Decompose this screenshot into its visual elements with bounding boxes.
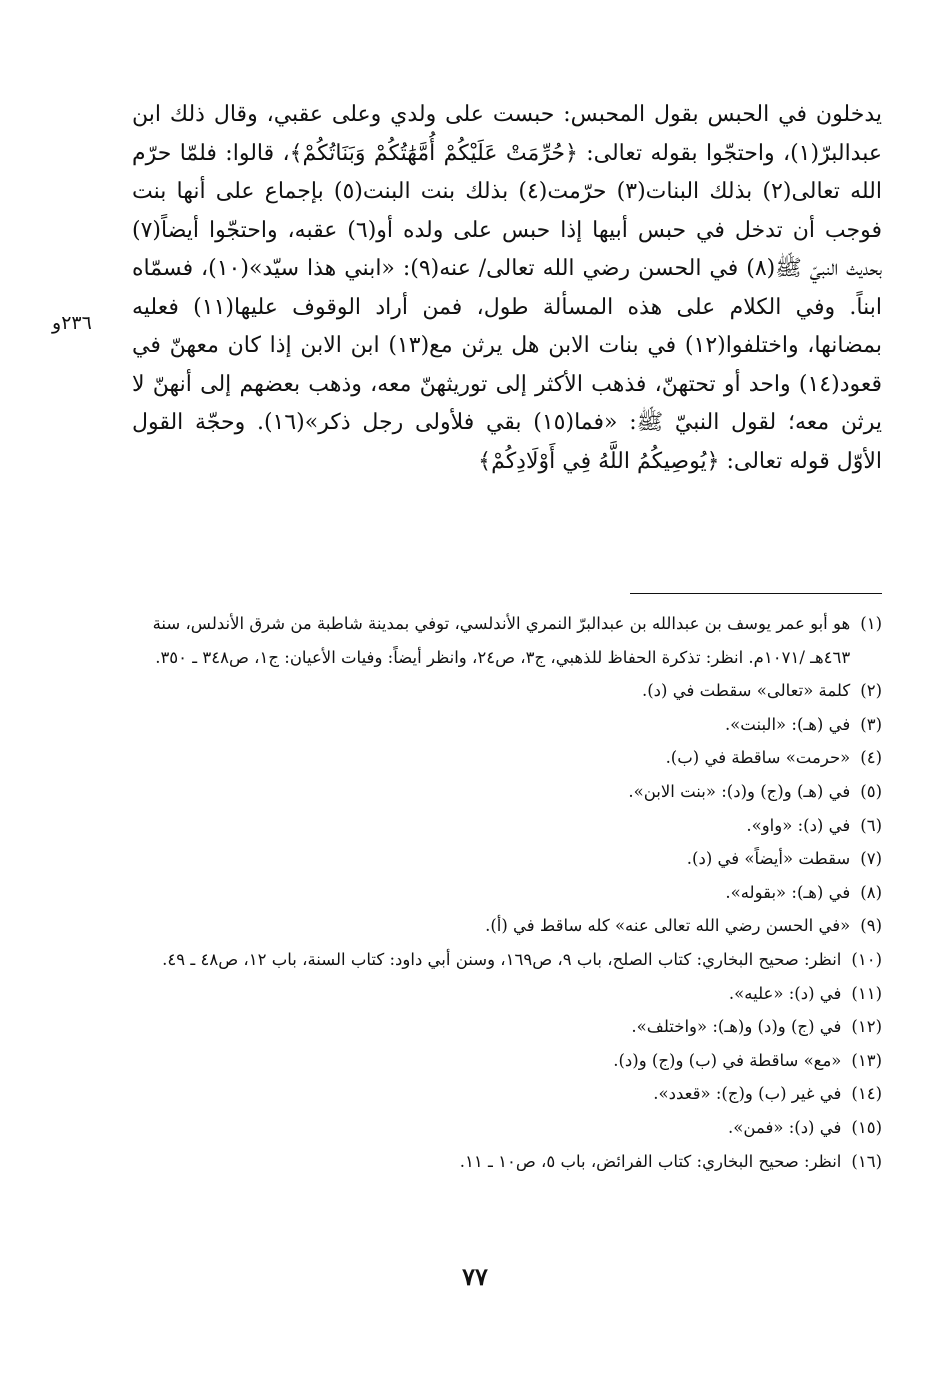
footnote-number: (٨): [860, 882, 882, 902]
footnote-item: [132, 809, 882, 843]
footnote-text: انظر: صحيح البخاري: كتاب الفرائض، باب ٥، ص١٠ ـ ١١.: [459, 1151, 842, 1171]
footnote-item: [132, 909, 882, 943]
footnote-item: [132, 943, 882, 977]
footnote-number: (١٠): [851, 949, 882, 969]
footnote-text: في (د): «فمن».: [728, 1117, 842, 1137]
footnote-item: [132, 674, 882, 708]
footnote-number: (١٦): [851, 1151, 882, 1171]
footnote-number: (١): [860, 614, 882, 633]
main-text-block: [132, 96, 882, 481]
footnote-item: [132, 775, 882, 809]
footnote-number: (١٣): [851, 1050, 882, 1070]
footnote-text: في (هـ): «بقوله».: [725, 882, 851, 902]
footnote-item: [132, 977, 882, 1011]
footnote-number: (١٥): [851, 1117, 882, 1137]
footnote-item: [132, 842, 882, 876]
footnote-number: (٥): [860, 781, 882, 801]
footnote-item: [132, 1010, 882, 1044]
footnote-text: «حرمت» ساقطة في (ب).: [665, 748, 851, 768]
footnote-text: انظر: صحيح البخاري: كتاب الصلح، باب ٩، ص١٦٩، وسنن أبي داود: كتاب السنة، باب ١٢، ص٤٨ ـ ٤٩.: [162, 949, 842, 969]
footnote-text: سقطت «أيضاً» في (د).: [686, 849, 851, 869]
footnote-separator: [630, 593, 882, 594]
footnote-item: [132, 876, 882, 910]
footnote-text: هو أبو عمر يوسف بن عبدالله بن عبدالبرّ النمري الأندلسي، توفي بمدينة شاطبة من شرق الأندلس، سنة ٤٦٣هـ /١٠٧١م. انظر: تذكرة الحفاظ للذهبي، ج٣، ص٢٤، وانظر أيضاً: وفيات الأعيان: ج١، ص٣٤٨ ـ ٣٥٠.: [152, 614, 851, 667]
footnote-text: «مع» ساقطة في (ب) و(ج) و(د).: [613, 1050, 842, 1070]
footnote-item: [132, 1111, 882, 1145]
footnote-text: في (د): «عليه».: [728, 983, 842, 1003]
page-number: ٧٧: [462, 1262, 488, 1291]
footnote-text: في (ج) و(د) و(هـ): «واختلف».: [631, 1017, 842, 1037]
footnote-number: (٣): [860, 714, 882, 734]
footnote-item: [132, 607, 882, 674]
footnote-item: [132, 741, 882, 775]
footnote-text: «في الحسن رضي الله تعالى عنه» كله ساقط في (أ).: [485, 916, 851, 936]
footnote-number: (٢): [860, 681, 882, 701]
footnote-text: في غير (ب) و(ج): «قعدد».: [653, 1084, 842, 1104]
footnote-text: في (هـ) و(ج) و(د): «بنت الابن».: [628, 781, 851, 801]
footnote-number: (٩): [860, 916, 882, 936]
footnote-item: [132, 1145, 882, 1179]
footnote-number: (١٤): [851, 1084, 882, 1104]
main-paragraph: يدخلون في الحبس بقول المحبس: حبست على ولدي وعلى عقبي، وقال ذلك ابن عبدالبرّ(١)، واحتجّوا بقوله تعالى: ﴿حُرِّمَتْ عَلَيْكُمْ أُمَّهَٰتُكُمْ وَبَنَاتُكُمْ﴾، قالوا: فلمّا حرّم الله تعالى(٢) بذلك البنات(٣) حرّمت(٤) بذلك بنت البنت(٥) بإجماع على أنها بنت فوجب أن تدخل في حبس أبيها إذا حبس على ولده أو(٦) عقبه، واحتجّوا أيضاً(٧) بحديث النبيّ ﷺ(٨) في الحسن رضي الله تعالى/ عنه(٩): «ابني هذا سيّد»(١٠)، فسمّاه ابناً. وفي الكلام على هذه المسألة طول، فمن أراد الوقوف عليها(١١) فعليه بمضانها، واختلفوا(١٢) في بنات الابن هل يرثن مع(١٣) ابن الابن إذا كان معهنّ في قعود(١٤) واحد أو تحتهنّ، فذهب الأكثر إلى توريثهنّ معه، وذهب بعضهم إلى أنهنّ لا يرثن معه؛ لقول النبيّ ﷺ: «فما(١٥) بقي فلأولى رجل ذكر»(١٦). وحجّة القول الأوّل قوله تعالى: ﴿يُوصِيكُمُ اللَّهُ فِي أَوْلَادِكُمْ﴾: [132, 102, 882, 474]
footnote-item: [132, 708, 882, 742]
footnote-text: كلمة «تعالى» سقطت في (د).: [642, 681, 851, 701]
footnote-item: [132, 1044, 882, 1078]
footnote-text: في (د): «واو».: [746, 815, 851, 835]
footnote-number: (١٢): [851, 1017, 882, 1037]
footnotes-list: [132, 607, 882, 1178]
footnote-number: (٦): [860, 815, 882, 835]
footnote-number: (٧): [860, 849, 882, 869]
footnote-number: (٤): [860, 748, 882, 768]
footnote-text: في (هـ): «البنت».: [724, 714, 851, 734]
footnote-item: [132, 1077, 882, 1111]
manuscript-folio-note: ٢٣٦و: [52, 312, 92, 334]
footnote-number: (١١): [851, 983, 882, 1003]
